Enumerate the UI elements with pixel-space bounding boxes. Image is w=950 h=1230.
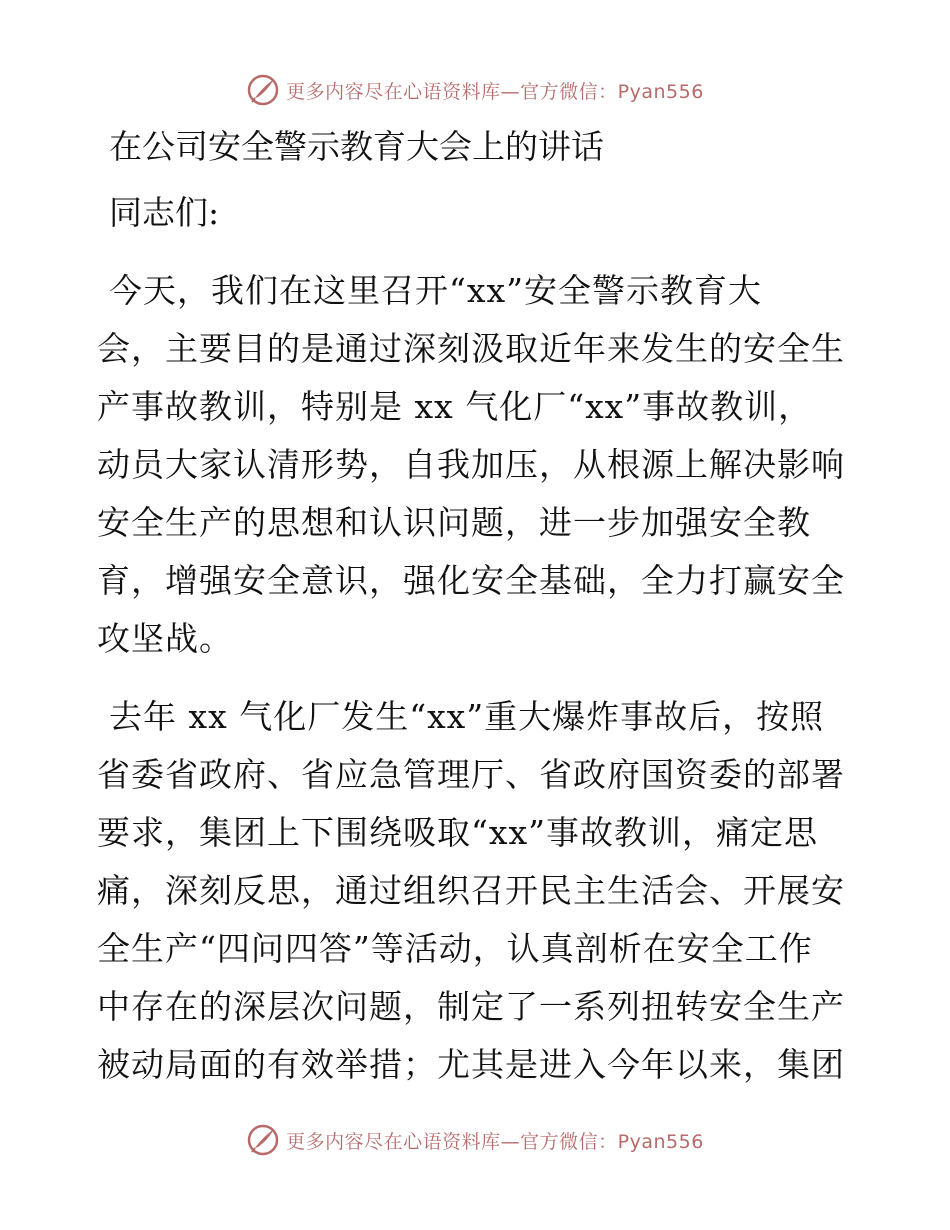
paragraph-line: 去年 xx 气化厂发生“xx”重大爆炸事故后，按照 (109, 697, 825, 736)
paragraph-line: 中存在的深层次问题，制定了一系列扭转安全生产 (97, 987, 845, 1026)
paragraph-line: 会，主要目的是通过深刻汲取近年来发生的安全生 (97, 329, 845, 368)
quill-circle-logo-icon (246, 73, 280, 107)
watermark-text: 更多内容尽在心语资料库—官方微信：Pyan556 (286, 80, 704, 103)
paragraph-line: 安全生产的思想和认识问题，进一步加强安全教 (97, 503, 811, 542)
paragraph-line: 今天，我们在这里召开“xx”安全警示教育大 (109, 271, 762, 310)
paragraph-line: 动员大家认清形势，自我加压，从根源上解决影响 (97, 445, 845, 484)
paragraph-line: 产事故教训，特别是 xx 气化厂“xx”事故教训， (97, 387, 813, 426)
document-title: 在公司安全警示教育大会上的讲话 (109, 127, 604, 166)
paragraph-1 (97, 262, 857, 668)
document-body (97, 118, 857, 1094)
salutation: 同志们: (109, 193, 220, 232)
paragraph-line: 全生产“四问四答”等活动，认真剖析在安全工作 (97, 929, 813, 968)
paragraph-line: 被动局面的有效举措；尤其是进入今年以来，集团 (97, 1045, 845, 1084)
paragraph-line: 攻坚战。 (97, 619, 233, 658)
watermark-text: 更多内容尽在心语资料库—官方微信：Pyan556 (286, 1130, 704, 1153)
paragraph-line: 要求，集团上下围绕吸取“xx”事故教训，痛定思 (97, 813, 818, 852)
quill-circle-logo-icon (246, 1123, 280, 1157)
paragraph-line: 育，增强安全意识，强化安全基础，全力打赢安全 (97, 561, 845, 600)
paragraph-2 (97, 688, 857, 1094)
paragraph-line: 省委省政府、省应急管理厅、省政府国资委的部署 (97, 755, 845, 794)
watermark-footer (0, 1120, 950, 1160)
paragraph-line: 痛，深刻反思，通过组织召开民主生活会、开展安 (97, 871, 845, 910)
watermark-header (0, 70, 950, 110)
